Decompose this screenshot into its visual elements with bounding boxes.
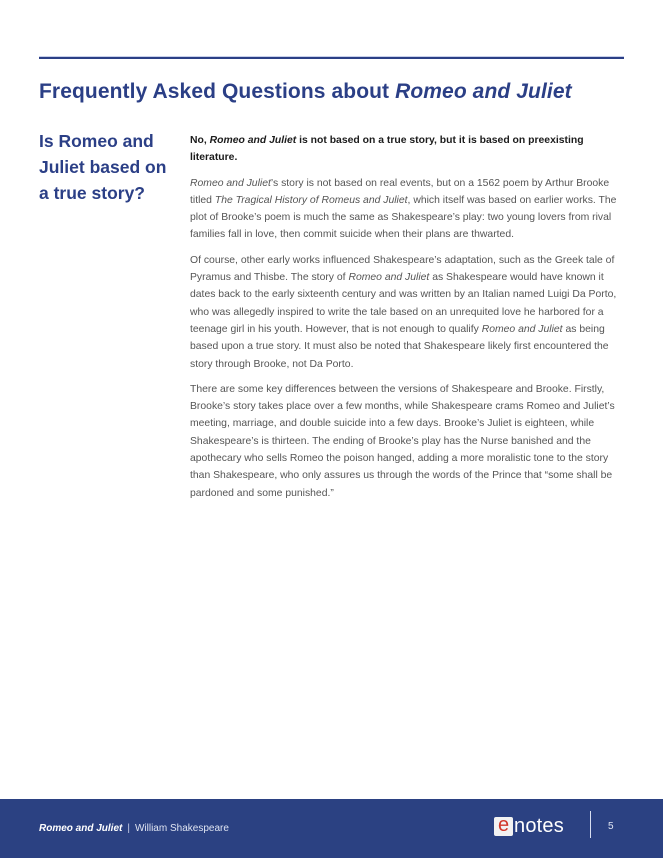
page-title-book: Romeo and Juliet xyxy=(395,80,572,103)
p2-text-3: as being based upon a true story. It must also be noted that Shakespeare likely first encountered the story through Brooke, not Da Porto. xyxy=(190,323,609,370)
page-title-text: Frequently Asked Questions about xyxy=(39,80,396,103)
answer-paragraph-1 xyxy=(190,175,630,244)
p1-poem-title: The Tragical History of Romeus and Juliet xyxy=(214,194,408,206)
p2-book-title-2: Romeo and Juliet xyxy=(481,323,563,335)
page-number: 5 xyxy=(608,821,614,832)
footer-separator: | xyxy=(127,823,130,834)
p2-text-1: Of course, other early works influenced Shakespeare’s adaptation, such as the Greek tale of Pyramus and Thisbe. The story of xyxy=(190,254,615,284)
p2-book-title-1: Romeo and Juliet xyxy=(348,272,430,284)
top-divider xyxy=(39,57,624,59)
page-title xyxy=(39,80,572,104)
lead-prefix: No, xyxy=(190,135,210,146)
enotes-wordmark: notes xyxy=(514,814,564,837)
p1-text-2: , which itself was based on earlier works. The plot of Brooke’s poem is much the same as Shakespeare’s play: two young lovers from rival families fall in love, then commit suicide when their plans are thwarted. xyxy=(190,194,617,241)
footer-author: William Shakespeare xyxy=(134,823,229,834)
footer-book-title: Romeo and Juliet xyxy=(39,823,123,834)
faq-question: Is Romeo and Juliet based on a true story? xyxy=(39,131,167,203)
p1-book-title: Romeo and Juliet xyxy=(190,177,271,189)
p1-text-1: ’s story is not based on real events, but on a 1562 poem by Arthur Brooke titled xyxy=(190,177,610,206)
footer-citation xyxy=(39,823,229,834)
lead-suffix: is not based on a true story, but it is based on preexisting literature. xyxy=(190,135,584,164)
lead-book-title: Romeo and Juliet xyxy=(209,135,297,146)
page-footer xyxy=(0,799,663,858)
answer-paragraph-3: There are some key differences between the versions of Shakespeare and Brooke. Firstly, Brooke’s story takes place over a few months, while Shakespeare crams Romeo and Juliet’s meeting, marriage, and double suicide into a few days. Brooke’s Juliet is eighteen, while Shakespeare’s is thirteen. The ending of Brooke’s play has the Nurse banished and the apothecary who sells Romeo the poison hanged, adding a more moralistic tone to the story than Shakespeare, who only assures us through the words of the Prince that “some shall be pardoned and some punished.” xyxy=(190,383,615,499)
answer-paragraph-2 xyxy=(190,252,630,373)
footer-divider xyxy=(590,811,591,838)
p2-text-2: as Shakespeare would have known it dates back to the early sixteenth century and was written by an Italian named Luigi Da Porto, who was allegedly inspired to write the tale based on an unrequited love he harbored for a teenage girl in his youth. However, that is not enough to qualify xyxy=(190,272,617,335)
answer-lead xyxy=(190,132,630,167)
enotes-logo[interactable] xyxy=(494,815,564,837)
enotes-e-icon: e xyxy=(494,817,513,836)
faq-answer xyxy=(190,132,630,510)
